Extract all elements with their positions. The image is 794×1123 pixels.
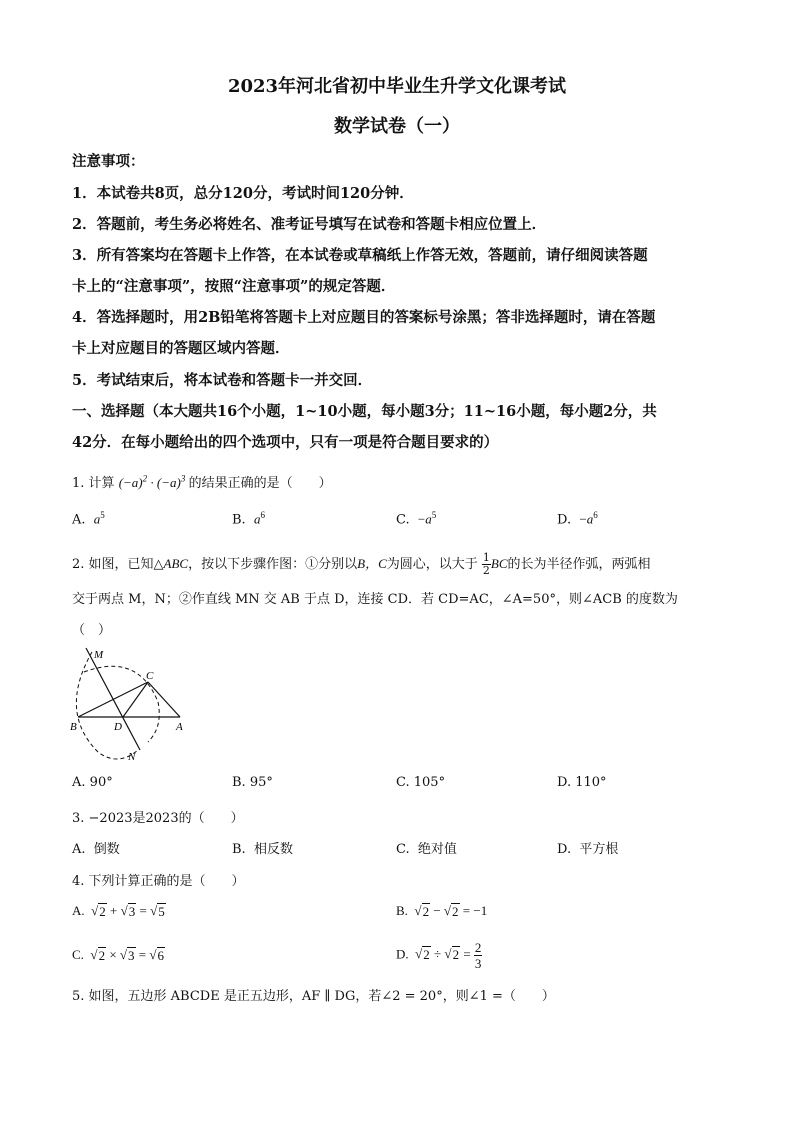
notice-item-3: 3．所有答案均在答题卡上作答，在本试卷或草稿纸上作答无效，答题前，请仔细阅读答题 — [72, 247, 648, 264]
question-5-stem: 5. 如图，五边形 ABCDE 是正五边形，AF ∥ DG，若∠2 = 20°，则∠1 =（ ） — [72, 989, 555, 1004]
q1-option-d: D. $-a^6$ — [557, 510, 598, 528]
q2-option-c: C. 105° — [396, 775, 446, 790]
q3-option-d: D. 平方根 — [557, 842, 619, 857]
notice-heading: 注意事项： — [72, 153, 145, 170]
q1-expression: $(-a)^2 \cdot (-a)^3$ — [118, 473, 186, 490]
q2-segment-cd — [123, 682, 148, 717]
q3-option-a: A. 倒数 — [72, 842, 120, 857]
q2-label-d: D — [114, 721, 122, 733]
q4-option-a: A. √ 2 + √ 3 = √ 5 — [72, 903, 165, 919]
q2-option-d: D. 110° — [557, 775, 607, 790]
question-4-stem: 4. 下列计算正确的是（ ） — [72, 874, 245, 889]
exam-subtitle: 数学试卷（一） — [334, 116, 460, 137]
q3-option-c: C. 绝对值 — [396, 842, 457, 857]
question-2-line3: （ ） — [72, 623, 112, 638]
question-1-stem — [72, 472, 332, 491]
question-3-stem: 3. −2023是2023的（ ） — [72, 811, 244, 826]
q1-option-b: B. $a^6$ — [232, 510, 265, 528]
q2-segment-ca — [148, 682, 180, 717]
q4-option-c: C. √ 2 × √ 3 = √ 6 — [72, 947, 165, 963]
question-2-line2: 交于两点 M，N；②作直线 MN 交 AB 于点 D，连接 CD．若 CD=AC，∠A=50°，则∠ACB 的度数为 — [72, 592, 678, 607]
q2-segment-bc — [78, 682, 148, 717]
q2-figure — [68, 642, 198, 766]
q2-label-a: A — [176, 721, 183, 733]
notice-item-3-cont: 卡上的“注意事项”，按照“注意事项”的规定答题． — [72, 278, 396, 295]
q3-option-b: B. 相反数 — [232, 842, 293, 857]
q2-arc-left — [76, 652, 138, 759]
q2-label-b: B — [70, 721, 77, 733]
q4-option-b: B. √ 2 − √ 2 = −1 — [396, 903, 488, 919]
q2-label-n: N — [128, 751, 136, 763]
q2-option-b: B. 95° — [232, 775, 273, 790]
notice-item-5: 5．考试结束后，将本试卷和答题卡一并交回． — [72, 372, 373, 389]
exam-title: 2023年河北省初中毕业生升学文化课考试 — [227, 76, 567, 97]
q2-label-c: C — [146, 670, 154, 682]
q4-option-d: D. √ 2 ÷ √ 2 = $\frac{2}{3}$ — [396, 940, 482, 971]
section-heading-line2: 42分．在每小题给出的四个选项中，只有一项是符合题目要求的） — [72, 434, 499, 451]
q2-label-m: M — [94, 649, 104, 661]
fraction-one-half: $\frac{1}{2}$ — [482, 551, 490, 577]
q1-option-a: A. $a^5$ — [72, 510, 105, 528]
q1-prefix: 1. 计算 — [72, 476, 115, 491]
q2-option-a: A. 90° — [72, 775, 113, 790]
notice-item-4: 4．答选择题时，用2B铅笔将答题卡上对应题目的答案标号涂黑；答非选择题时，请在答题 — [72, 309, 656, 326]
notice-item-2: 2．答题前，考生务必将姓名、准考证号填写在试卷和答题卡相应位置上． — [72, 216, 547, 233]
q4-d-fraction: $\frac{2}{3}$ — [474, 940, 482, 971]
q1-suffix: 的结果正确的是（ ） — [188, 476, 332, 491]
notice-item-4-cont: 卡上对应题目的答题区域内答题． — [72, 340, 290, 357]
section-heading-line1: 一、选择题（本大题共16个小题，1~10小题，每小题3分；11~16小题，每小题2分，共 — [72, 403, 657, 420]
q1-option-c: C. $-a^5$ — [396, 510, 437, 528]
notice-item-1: 1．本试卷共8页，总分120分，考试时间120分钟． — [72, 185, 414, 202]
question-2-line1: 2. 如图，已知△ABC，按以下步骤作图：①分别以B，C为圆心，以大于 $\frac{1}{2}$ BC的长为半径作弧，两弧相 — [72, 551, 651, 577]
